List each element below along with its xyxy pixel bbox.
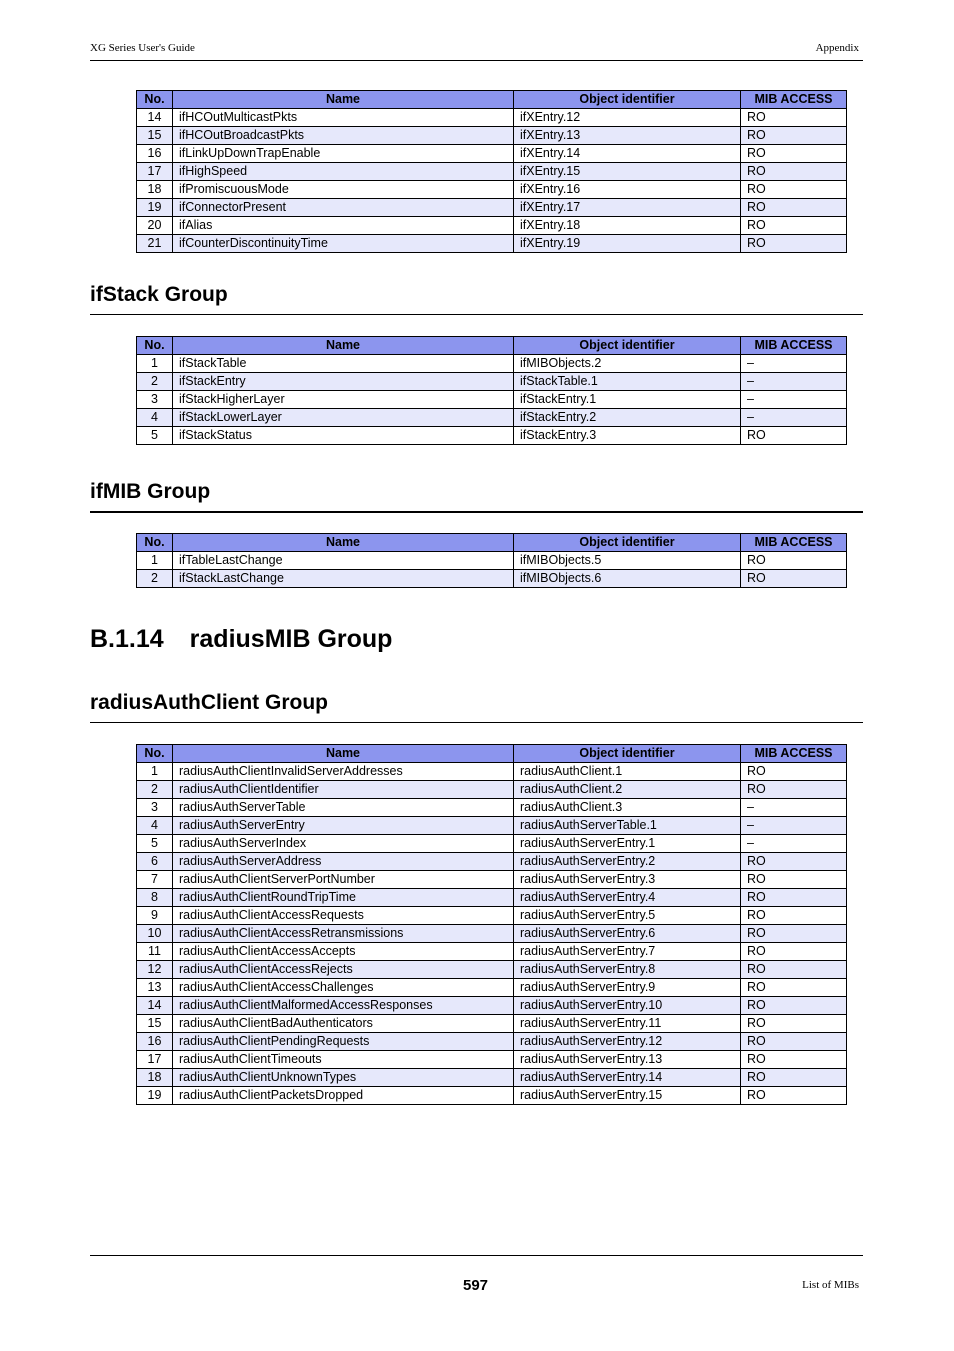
ifmib-table bbox=[136, 533, 847, 588]
section-number: B.1.14 bbox=[90, 625, 164, 653]
cell-name: radiusAuthClientUnknownTypes bbox=[173, 1069, 514, 1087]
radius-table bbox=[136, 744, 847, 1105]
ifmib-heading: ifMIB Group bbox=[90, 479, 863, 513]
cell-no: 18 bbox=[137, 181, 173, 199]
cell-oid: radiusAuthClient.1 bbox=[514, 763, 741, 781]
cell-oid: ifXEntry.18 bbox=[514, 217, 741, 235]
cell-access: RO bbox=[741, 1069, 847, 1087]
cell-access: RO bbox=[741, 427, 847, 445]
cell-name: ifStackTable bbox=[173, 355, 514, 373]
cell-name: radiusAuthClientIdentifier bbox=[173, 781, 514, 799]
table-row bbox=[137, 835, 847, 853]
col-no: No. bbox=[137, 91, 173, 109]
cell-no: 20 bbox=[137, 217, 173, 235]
cell-oid: radiusAuthServerEntry.11 bbox=[514, 1015, 741, 1033]
cell-no: 5 bbox=[137, 427, 173, 445]
cell-no: 21 bbox=[137, 235, 173, 253]
cell-no: 11 bbox=[137, 943, 173, 961]
cell-oid: radiusAuthServerEntry.6 bbox=[514, 925, 741, 943]
cell-access: – bbox=[741, 409, 847, 427]
cell-no: 2 bbox=[137, 570, 173, 588]
cell-no: 8 bbox=[137, 889, 173, 907]
cell-access: – bbox=[741, 817, 847, 835]
table-row bbox=[137, 1069, 847, 1087]
cell-name: radiusAuthClientAccessRejects bbox=[173, 961, 514, 979]
cell-oid: ifStackEntry.2 bbox=[514, 409, 741, 427]
cell-name: radiusAuthServerAddress bbox=[173, 853, 514, 871]
cell-access: RO bbox=[741, 199, 847, 217]
table-row bbox=[137, 781, 847, 799]
cell-name: radiusAuthClientBadAuthenticators bbox=[173, 1015, 514, 1033]
cell-oid: ifXEntry.15 bbox=[514, 163, 741, 181]
cell-oid: ifStackEntry.1 bbox=[514, 391, 741, 409]
col-access: MIB ACCESS bbox=[741, 745, 847, 763]
table-row bbox=[137, 997, 847, 1015]
cell-access: RO bbox=[741, 570, 847, 588]
table-row bbox=[137, 871, 847, 889]
col-oid: Object identifier bbox=[514, 91, 741, 109]
cell-oid: radiusAuthServerEntry.12 bbox=[514, 1033, 741, 1051]
col-access: MIB ACCESS bbox=[741, 337, 847, 355]
table-row bbox=[137, 391, 847, 409]
cell-name: radiusAuthClientMalformedAccessResponses bbox=[173, 997, 514, 1015]
col-name: Name bbox=[173, 745, 514, 763]
cell-no: 2 bbox=[137, 373, 173, 391]
cell-access: – bbox=[741, 799, 847, 817]
cell-name: radiusAuthServerTable bbox=[173, 799, 514, 817]
cell-oid: radiusAuthServerEntry.10 bbox=[514, 997, 741, 1015]
col-oid: Object identifier bbox=[514, 337, 741, 355]
cell-access: – bbox=[741, 355, 847, 373]
cell-no: 19 bbox=[137, 1087, 173, 1105]
table-row bbox=[137, 943, 847, 961]
cell-oid: radiusAuthServerEntry.5 bbox=[514, 907, 741, 925]
cell-name: radiusAuthClientPendingRequests bbox=[173, 1033, 514, 1051]
cell-access: RO bbox=[741, 181, 847, 199]
cell-oid: radiusAuthClient.3 bbox=[514, 799, 741, 817]
cell-no: 10 bbox=[137, 925, 173, 943]
footer-rule bbox=[90, 1255, 863, 1256]
cell-name: radiusAuthClientAccessRetransmissions bbox=[173, 925, 514, 943]
cell-oid: ifXEntry.14 bbox=[514, 145, 741, 163]
page-header bbox=[90, 42, 863, 61]
table-row bbox=[137, 127, 847, 145]
cell-name: radiusAuthClientTimeouts bbox=[173, 1051, 514, 1069]
cell-name: ifStackEntry bbox=[173, 373, 514, 391]
cell-oid: ifXEntry.17 bbox=[514, 199, 741, 217]
cell-name: radiusAuthServerIndex bbox=[173, 835, 514, 853]
col-oid: Object identifier bbox=[514, 745, 741, 763]
table-row bbox=[137, 979, 847, 997]
cell-no: 15 bbox=[137, 1015, 173, 1033]
col-no: No. bbox=[137, 337, 173, 355]
cell-no: 3 bbox=[137, 799, 173, 817]
cell-name: radiusAuthClientServerPortNumber bbox=[173, 871, 514, 889]
table-row bbox=[137, 799, 847, 817]
cell-oid: ifXEntry.16 bbox=[514, 181, 741, 199]
cell-oid: ifStackTable.1 bbox=[514, 373, 741, 391]
cell-name: radiusAuthClientAccessAccepts bbox=[173, 943, 514, 961]
cell-access: RO bbox=[741, 1015, 847, 1033]
cell-name: ifAlias bbox=[173, 217, 514, 235]
col-name: Name bbox=[173, 337, 514, 355]
cell-no: 16 bbox=[137, 1033, 173, 1051]
cell-oid: radiusAuthServerEntry.15 bbox=[514, 1087, 741, 1105]
cell-name: radiusAuthClientInvalidServerAddresses bbox=[173, 763, 514, 781]
cell-access: RO bbox=[741, 109, 847, 127]
cell-access: RO bbox=[741, 163, 847, 181]
cell-access: RO bbox=[741, 907, 847, 925]
cell-name: ifHCOutMulticastPkts bbox=[173, 109, 514, 127]
table-row bbox=[137, 570, 847, 588]
cell-no: 9 bbox=[137, 907, 173, 925]
col-no: No. bbox=[137, 534, 173, 552]
table-row bbox=[137, 355, 847, 373]
cell-access: RO bbox=[741, 943, 847, 961]
cell-name: ifHCOutBroadcastPkts bbox=[173, 127, 514, 145]
table-row bbox=[137, 889, 847, 907]
cell-oid: radiusAuthServerEntry.14 bbox=[514, 1069, 741, 1087]
cell-name: ifTableLastChange bbox=[173, 552, 514, 570]
cell-access: RO bbox=[741, 552, 847, 570]
cell-access: RO bbox=[741, 145, 847, 163]
cell-access: RO bbox=[741, 1087, 847, 1105]
section-heading bbox=[90, 624, 392, 654]
table-row bbox=[137, 763, 847, 781]
cell-no: 7 bbox=[137, 871, 173, 889]
cell-access: RO bbox=[741, 1033, 847, 1051]
cell-oid: radiusAuthClient.2 bbox=[514, 781, 741, 799]
table-row bbox=[137, 217, 847, 235]
cell-access: RO bbox=[741, 997, 847, 1015]
table-row bbox=[137, 145, 847, 163]
radius-heading: radiusAuthClient Group bbox=[90, 690, 863, 723]
table-row bbox=[137, 925, 847, 943]
cell-oid: radiusAuthServerTable.1 bbox=[514, 817, 741, 835]
table-row bbox=[137, 163, 847, 181]
table-row bbox=[137, 552, 847, 570]
cell-access: RO bbox=[741, 961, 847, 979]
cell-access: – bbox=[741, 835, 847, 853]
ifx-table bbox=[136, 90, 847, 253]
cell-oid: ifXEntry.13 bbox=[514, 127, 741, 145]
cell-name: ifConnectorPresent bbox=[173, 199, 514, 217]
cell-no: 1 bbox=[137, 763, 173, 781]
cell-no: 19 bbox=[137, 199, 173, 217]
cell-access: RO bbox=[741, 889, 847, 907]
section-title: radiusMIB Group bbox=[189, 625, 393, 653]
table-row bbox=[137, 817, 847, 835]
cell-name: ifLinkUpDownTrapEnable bbox=[173, 145, 514, 163]
cell-no: 4 bbox=[137, 409, 173, 427]
cell-name: ifHighSpeed bbox=[173, 163, 514, 181]
cell-oid: radiusAuthServerEntry.8 bbox=[514, 961, 741, 979]
cell-oid: radiusAuthServerEntry.4 bbox=[514, 889, 741, 907]
cell-access: RO bbox=[741, 1051, 847, 1069]
cell-name: ifPromiscuousMode bbox=[173, 181, 514, 199]
table-row bbox=[137, 853, 847, 871]
table-row bbox=[137, 181, 847, 199]
page-number: 597 bbox=[463, 1277, 489, 1294]
cell-no: 4 bbox=[137, 817, 173, 835]
cell-no: 13 bbox=[137, 979, 173, 997]
cell-access: RO bbox=[741, 979, 847, 997]
cell-no: 18 bbox=[137, 1069, 173, 1087]
col-name: Name bbox=[173, 91, 514, 109]
cell-name: radiusAuthClientAccessChallenges bbox=[173, 979, 514, 997]
table-row bbox=[137, 961, 847, 979]
cell-no: 17 bbox=[137, 163, 173, 181]
cell-oid: radiusAuthServerEntry.9 bbox=[514, 979, 741, 997]
cell-no: 3 bbox=[137, 391, 173, 409]
table-row bbox=[137, 109, 847, 127]
cell-access: RO bbox=[741, 781, 847, 799]
cell-access: RO bbox=[741, 763, 847, 781]
cell-no: 12 bbox=[137, 961, 173, 979]
cell-oid: radiusAuthServerEntry.1 bbox=[514, 835, 741, 853]
cell-name: ifCounterDiscontinuityTime bbox=[173, 235, 514, 253]
cell-oid: ifMIBObjects.6 bbox=[514, 570, 741, 588]
cell-name: radiusAuthClientPacketsDropped bbox=[173, 1087, 514, 1105]
cell-access: RO bbox=[741, 925, 847, 943]
cell-no: 1 bbox=[137, 552, 173, 570]
cell-no: 17 bbox=[137, 1051, 173, 1069]
col-access: MIB ACCESS bbox=[741, 91, 847, 109]
cell-oid: ifXEntry.19 bbox=[514, 235, 741, 253]
table-row bbox=[137, 1051, 847, 1069]
table-row bbox=[137, 409, 847, 427]
ifstack-heading: ifStack Group bbox=[90, 282, 863, 315]
ifstack-table bbox=[136, 336, 847, 445]
cell-access: RO bbox=[741, 217, 847, 235]
cell-access: RO bbox=[741, 871, 847, 889]
cell-name: radiusAuthClientRoundTripTime bbox=[173, 889, 514, 907]
table-row bbox=[137, 907, 847, 925]
table-row bbox=[137, 199, 847, 217]
cell-no: 15 bbox=[137, 127, 173, 145]
table-row bbox=[137, 235, 847, 253]
table-row bbox=[137, 1033, 847, 1051]
cell-no: 14 bbox=[137, 997, 173, 1015]
cell-no: 6 bbox=[137, 853, 173, 871]
table-row bbox=[137, 373, 847, 391]
cell-oid: ifMIBObjects.5 bbox=[514, 552, 741, 570]
cell-name: ifStackStatus bbox=[173, 427, 514, 445]
col-name: Name bbox=[173, 534, 514, 552]
cell-oid: ifStackEntry.3 bbox=[514, 427, 741, 445]
cell-oid: radiusAuthServerEntry.7 bbox=[514, 943, 741, 961]
header-left: XG Series User's Guide bbox=[90, 42, 195, 54]
table-row bbox=[137, 1087, 847, 1105]
cell-name: radiusAuthClientAccessRequests bbox=[173, 907, 514, 925]
cell-oid: radiusAuthServerEntry.2 bbox=[514, 853, 741, 871]
cell-no: 2 bbox=[137, 781, 173, 799]
cell-name: ifStackLastChange bbox=[173, 570, 514, 588]
table-row bbox=[137, 427, 847, 445]
cell-no: 14 bbox=[137, 109, 173, 127]
cell-no: 5 bbox=[137, 835, 173, 853]
cell-access: RO bbox=[741, 853, 847, 871]
cell-no: 16 bbox=[137, 145, 173, 163]
cell-access: – bbox=[741, 373, 847, 391]
cell-access: RO bbox=[741, 235, 847, 253]
cell-oid: ifXEntry.12 bbox=[514, 109, 741, 127]
table-row bbox=[137, 1015, 847, 1033]
cell-no: 1 bbox=[137, 355, 173, 373]
col-oid: Object identifier bbox=[514, 534, 741, 552]
col-no: No. bbox=[137, 745, 173, 763]
cell-oid: radiusAuthServerEntry.13 bbox=[514, 1051, 741, 1069]
cell-access: RO bbox=[741, 127, 847, 145]
cell-name: ifStackLowerLayer bbox=[173, 409, 514, 427]
footer-right: List of MIBs bbox=[802, 1279, 859, 1291]
cell-oid: radiusAuthServerEntry.3 bbox=[514, 871, 741, 889]
cell-oid: ifMIBObjects.2 bbox=[514, 355, 741, 373]
cell-name: ifStackHigherLayer bbox=[173, 391, 514, 409]
col-access: MIB ACCESS bbox=[741, 534, 847, 552]
cell-name: radiusAuthServerEntry bbox=[173, 817, 514, 835]
cell-access: – bbox=[741, 391, 847, 409]
header-right: Appendix bbox=[815, 42, 859, 54]
